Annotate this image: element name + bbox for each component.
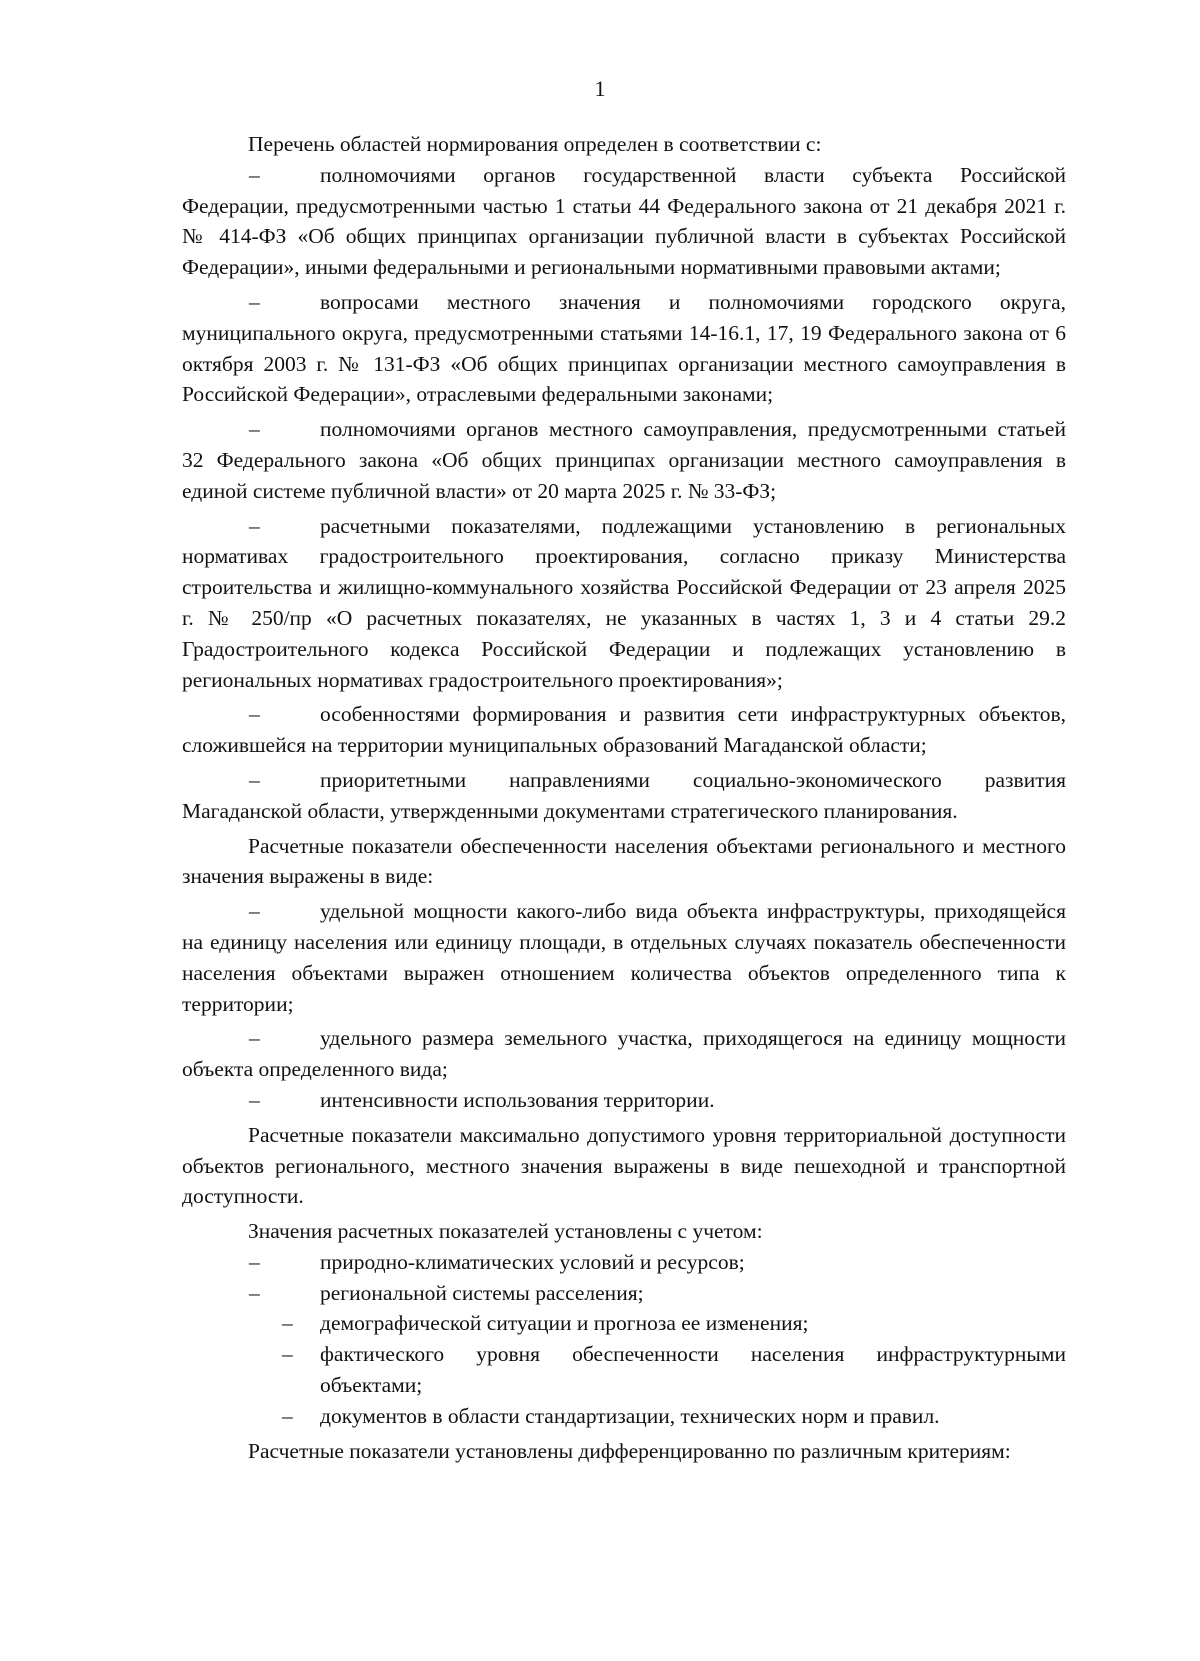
dash-marker: – xyxy=(249,289,260,314)
list-item: – удельного размера земельного участка, приходящегося на единицу мощности объекта определенного вида; xyxy=(182,1023,1066,1085)
list-item: – вопросами местного значения и полномочиями городского округа, муниципального округа, предусмотренными статьями 14-16.1, 17, 19 Федерального закона от 6 октября 2003 г. № 131-ФЗ «Об общих принципах организации местного самоуправления в Российской Федерации», отраслевыми федеральными законами; xyxy=(182,287,1066,410)
dash-marker: – xyxy=(282,1342,293,1367)
list-item: – удельной мощности какого-либо вида объекта инфраструктуры, приходящейся на единицу населения или единицу площади, в отдельных случаях показатель обеспеченности населения объектами выражен отношением количества объектов определенного типа к территории; xyxy=(182,896,1066,1019)
list-item: – особенностями формирования и развития сети инфраструктурных объектов, сложившейся на территории муниципальных образований Магаданской области; xyxy=(182,699,1066,761)
paragraph-values: Значения расчетных показателей установлены с учетом: xyxy=(248,1219,763,1244)
list-item: – документов в области стандартизации, технических норм и правил. xyxy=(182,1401,1066,1432)
dash-marker: – xyxy=(249,899,260,924)
dash-marker: – xyxy=(249,1026,260,1051)
dash-marker: – xyxy=(249,702,260,727)
paragraph-accessibility: Расчетные показатели максимально допустимого уровня территориальной доступности объектов регионального, местного значения выражены в виде пешеходной и транспортной доступности. xyxy=(182,1122,1066,1209)
dash-marker: – xyxy=(249,513,260,538)
dash-marker: – xyxy=(249,162,260,187)
document-body xyxy=(182,129,1066,1466)
dash-marker: – xyxy=(282,1403,293,1428)
dash-marker: – xyxy=(249,417,260,442)
list-item: – полномочиями органов местного самоуправления, предусмотренными статьей 32 Федерального закона «Об общих принципах организации местного самоуправления в единой системе публичной власти» от 20 марта 2025 г. № 33-ФЗ; xyxy=(182,414,1066,506)
list-item: – приоритетными направлениями социально-экономического развития Магаданской области, утвержденными документами стратегического планирования. xyxy=(182,765,1066,827)
dash-marker: – xyxy=(249,1087,260,1112)
paragraph-criteria: Расчетные показатели установлены дифференцированно по различным критериям: xyxy=(248,1438,1011,1463)
list-item: – полномочиями органов государственной власти субъекта Российской Федерации, предусмотренными частью 1 статьи 44 Федерального закона от 21 декабря 2021 г. № 414-ФЗ «Об общих принципах организации публичной власти в субъектах Российской Федерации», иными федеральными и региональными нормативными правовыми актами; xyxy=(182,160,1066,283)
dash-marker: – xyxy=(249,767,260,792)
list-item: – расчетными показателями, подлежащими установлению в региональных нормативах градостроительного проектирования, согласно приказу Министерства строительства и жилищно-коммунального хозяйства Российской Федерации от 23 апреля 2025 г. № 250/пр «О расчетных показателях, не указанных в частях 1, 3 и 4 статьи 29.2 Градостроительного кодекса Российской Федерации и подлежащих установлению в региональных нормативах градостроительного проектирования»; xyxy=(182,511,1066,696)
paragraph-indicators: Расчетные показатели обеспеченности населения объектами регионального и местного значения выражены в виде: xyxy=(182,833,1066,889)
list-item: – интенсивности использования территории. xyxy=(182,1085,1066,1116)
dash-marker: – xyxy=(282,1311,293,1336)
dash-marker: – xyxy=(249,1249,260,1274)
dash-marker: – xyxy=(249,1280,260,1305)
list-item: – фактического уровня обеспеченности населения инфраструктурными объектами; xyxy=(182,1339,1066,1401)
page-number: 1 xyxy=(594,76,606,101)
list-item: – природно-климатических условий и ресурсов; xyxy=(182,1247,1066,1278)
list-item: – демографической ситуации и прогноза ее изменения; xyxy=(182,1308,1066,1339)
intro-paragraph: Перечень областей нормирования определен в соответствии с: xyxy=(248,132,822,156)
list-item: – региональной системы расселения; xyxy=(182,1278,1066,1309)
